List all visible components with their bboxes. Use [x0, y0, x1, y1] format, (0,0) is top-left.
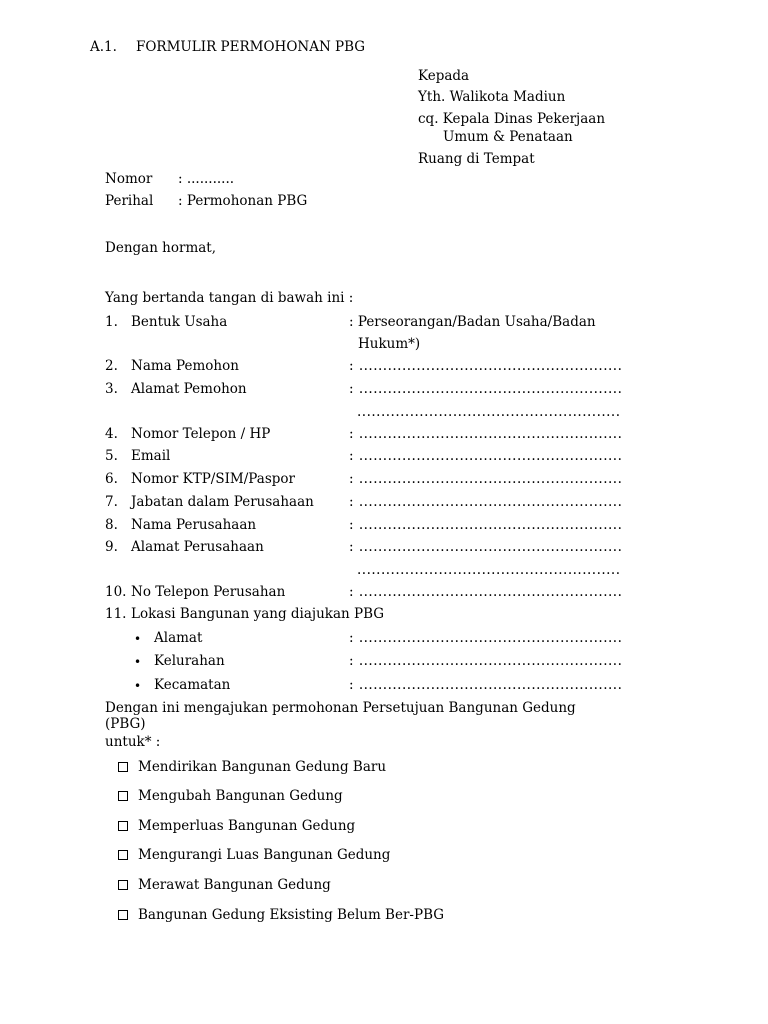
field-value: : .......................................................	[349, 471, 623, 487]
field-label: Lokasi Bangunan yang diajukan PBG	[131, 606, 385, 622]
field-number: 4.	[105, 426, 118, 442]
field-value: : .......................................................	[349, 494, 623, 510]
option-checkbox[interactable]	[118, 910, 128, 920]
bullet-icon: •	[134, 655, 142, 669]
field-number: 1.	[105, 314, 118, 330]
field-label: Jabatan dalam Perusahaan	[131, 494, 314, 510]
field-label: Email	[131, 448, 171, 464]
location-value: : .......................................................	[349, 677, 623, 693]
intro-text: Yang bertanda tangan di bawah ini :	[105, 290, 354, 306]
field-value: : .......................................................	[349, 426, 623, 442]
field-label: Nama Pemohon	[131, 358, 239, 374]
greeting: Dengan hormat,	[105, 240, 217, 256]
option-checkbox[interactable]	[118, 791, 128, 801]
location-label: Alamat	[154, 630, 203, 646]
field-number: 5.	[105, 448, 118, 464]
location-value: : .......................................................	[349, 630, 623, 646]
field-number: 10.	[105, 584, 127, 600]
recipient-line: Umum & Penataan	[443, 129, 573, 145]
field-value: : .......................................................	[349, 517, 623, 533]
field-value-continued: .......................................................	[357, 404, 621, 420]
field-label: Alamat Perusahaan	[131, 539, 264, 555]
option-label: Mendirikan Bangunan Gedung Baru	[138, 759, 387, 775]
option-label: Mengubah Bangunan Gedung	[138, 788, 343, 804]
field-label: No Telepon Perusahan	[131, 584, 286, 600]
request-text: (PBG)	[105, 716, 146, 732]
field-label: Nama Perusahaan	[131, 517, 257, 533]
field-value-continued: Hukum*)	[358, 336, 421, 352]
field-number: 11.	[105, 606, 127, 622]
recipient-line: cq. Kepala Dinas Pekerjaan	[418, 111, 606, 127]
field-value: : .......................................................	[349, 358, 623, 374]
field-label: Bentuk Usaha	[131, 314, 228, 330]
option-checkbox[interactable]	[118, 762, 128, 772]
location-label: Kelurahan	[154, 653, 225, 669]
field-number: 2.	[105, 358, 118, 374]
option-label: Bangunan Gedung Eksisting Belum Ber-PBG	[138, 907, 445, 923]
field-number: 3.	[105, 381, 118, 397]
field-value-continued: .......................................................	[357, 562, 621, 578]
perihal-label: Perihal	[105, 193, 154, 209]
perihal-value: : Permohonan PBG	[178, 193, 308, 209]
field-number: 6.	[105, 471, 118, 487]
field-number: 9.	[105, 539, 118, 555]
field-number: 7.	[105, 494, 118, 510]
field-value: : .......................................................	[349, 381, 623, 397]
option-checkbox[interactable]	[118, 880, 128, 890]
recipient-line: Kepada	[418, 68, 470, 84]
field-value: : .......................................................	[349, 448, 623, 464]
location-label: Kecamatan	[154, 677, 231, 693]
option-label: Merawat Bangunan Gedung	[138, 877, 331, 893]
recipient-line: Yth. Walikota Madiun	[418, 89, 566, 105]
form-title: FORMULIR PERMOHONAN PBG	[136, 39, 366, 55]
option-checkbox[interactable]	[118, 850, 128, 860]
recipient-line: Ruang di Tempat	[418, 151, 535, 167]
nomor-value: : ...........	[178, 171, 235, 187]
option-checkbox[interactable]	[118, 821, 128, 831]
section-number: A.1.	[90, 39, 117, 55]
option-label: Mengurangi Luas Bangunan Gedung	[138, 847, 391, 863]
field-value: : .......................................................	[349, 584, 623, 600]
field-label: Nomor Telepon / HP	[131, 426, 271, 442]
request-text: Dengan ini mengajukan permohonan Persetujuan Bangunan Gedung	[105, 700, 576, 716]
bullet-icon: •	[134, 679, 142, 693]
location-value: : .......................................................	[349, 653, 623, 669]
request-text: untuk* :	[105, 734, 161, 750]
field-value: : Perseorangan/Badan Usaha/Badan	[349, 314, 596, 330]
nomor-label: Nomor	[105, 171, 153, 187]
field-value: : .......................................................	[349, 539, 623, 555]
field-number: 8.	[105, 517, 118, 533]
option-label: Memperluas Bangunan Gedung	[138, 818, 356, 834]
field-label: Alamat Pemohon	[131, 381, 247, 397]
field-label: Nomor KTP/SIM/Paspor	[131, 471, 295, 487]
bullet-icon: •	[134, 632, 142, 646]
